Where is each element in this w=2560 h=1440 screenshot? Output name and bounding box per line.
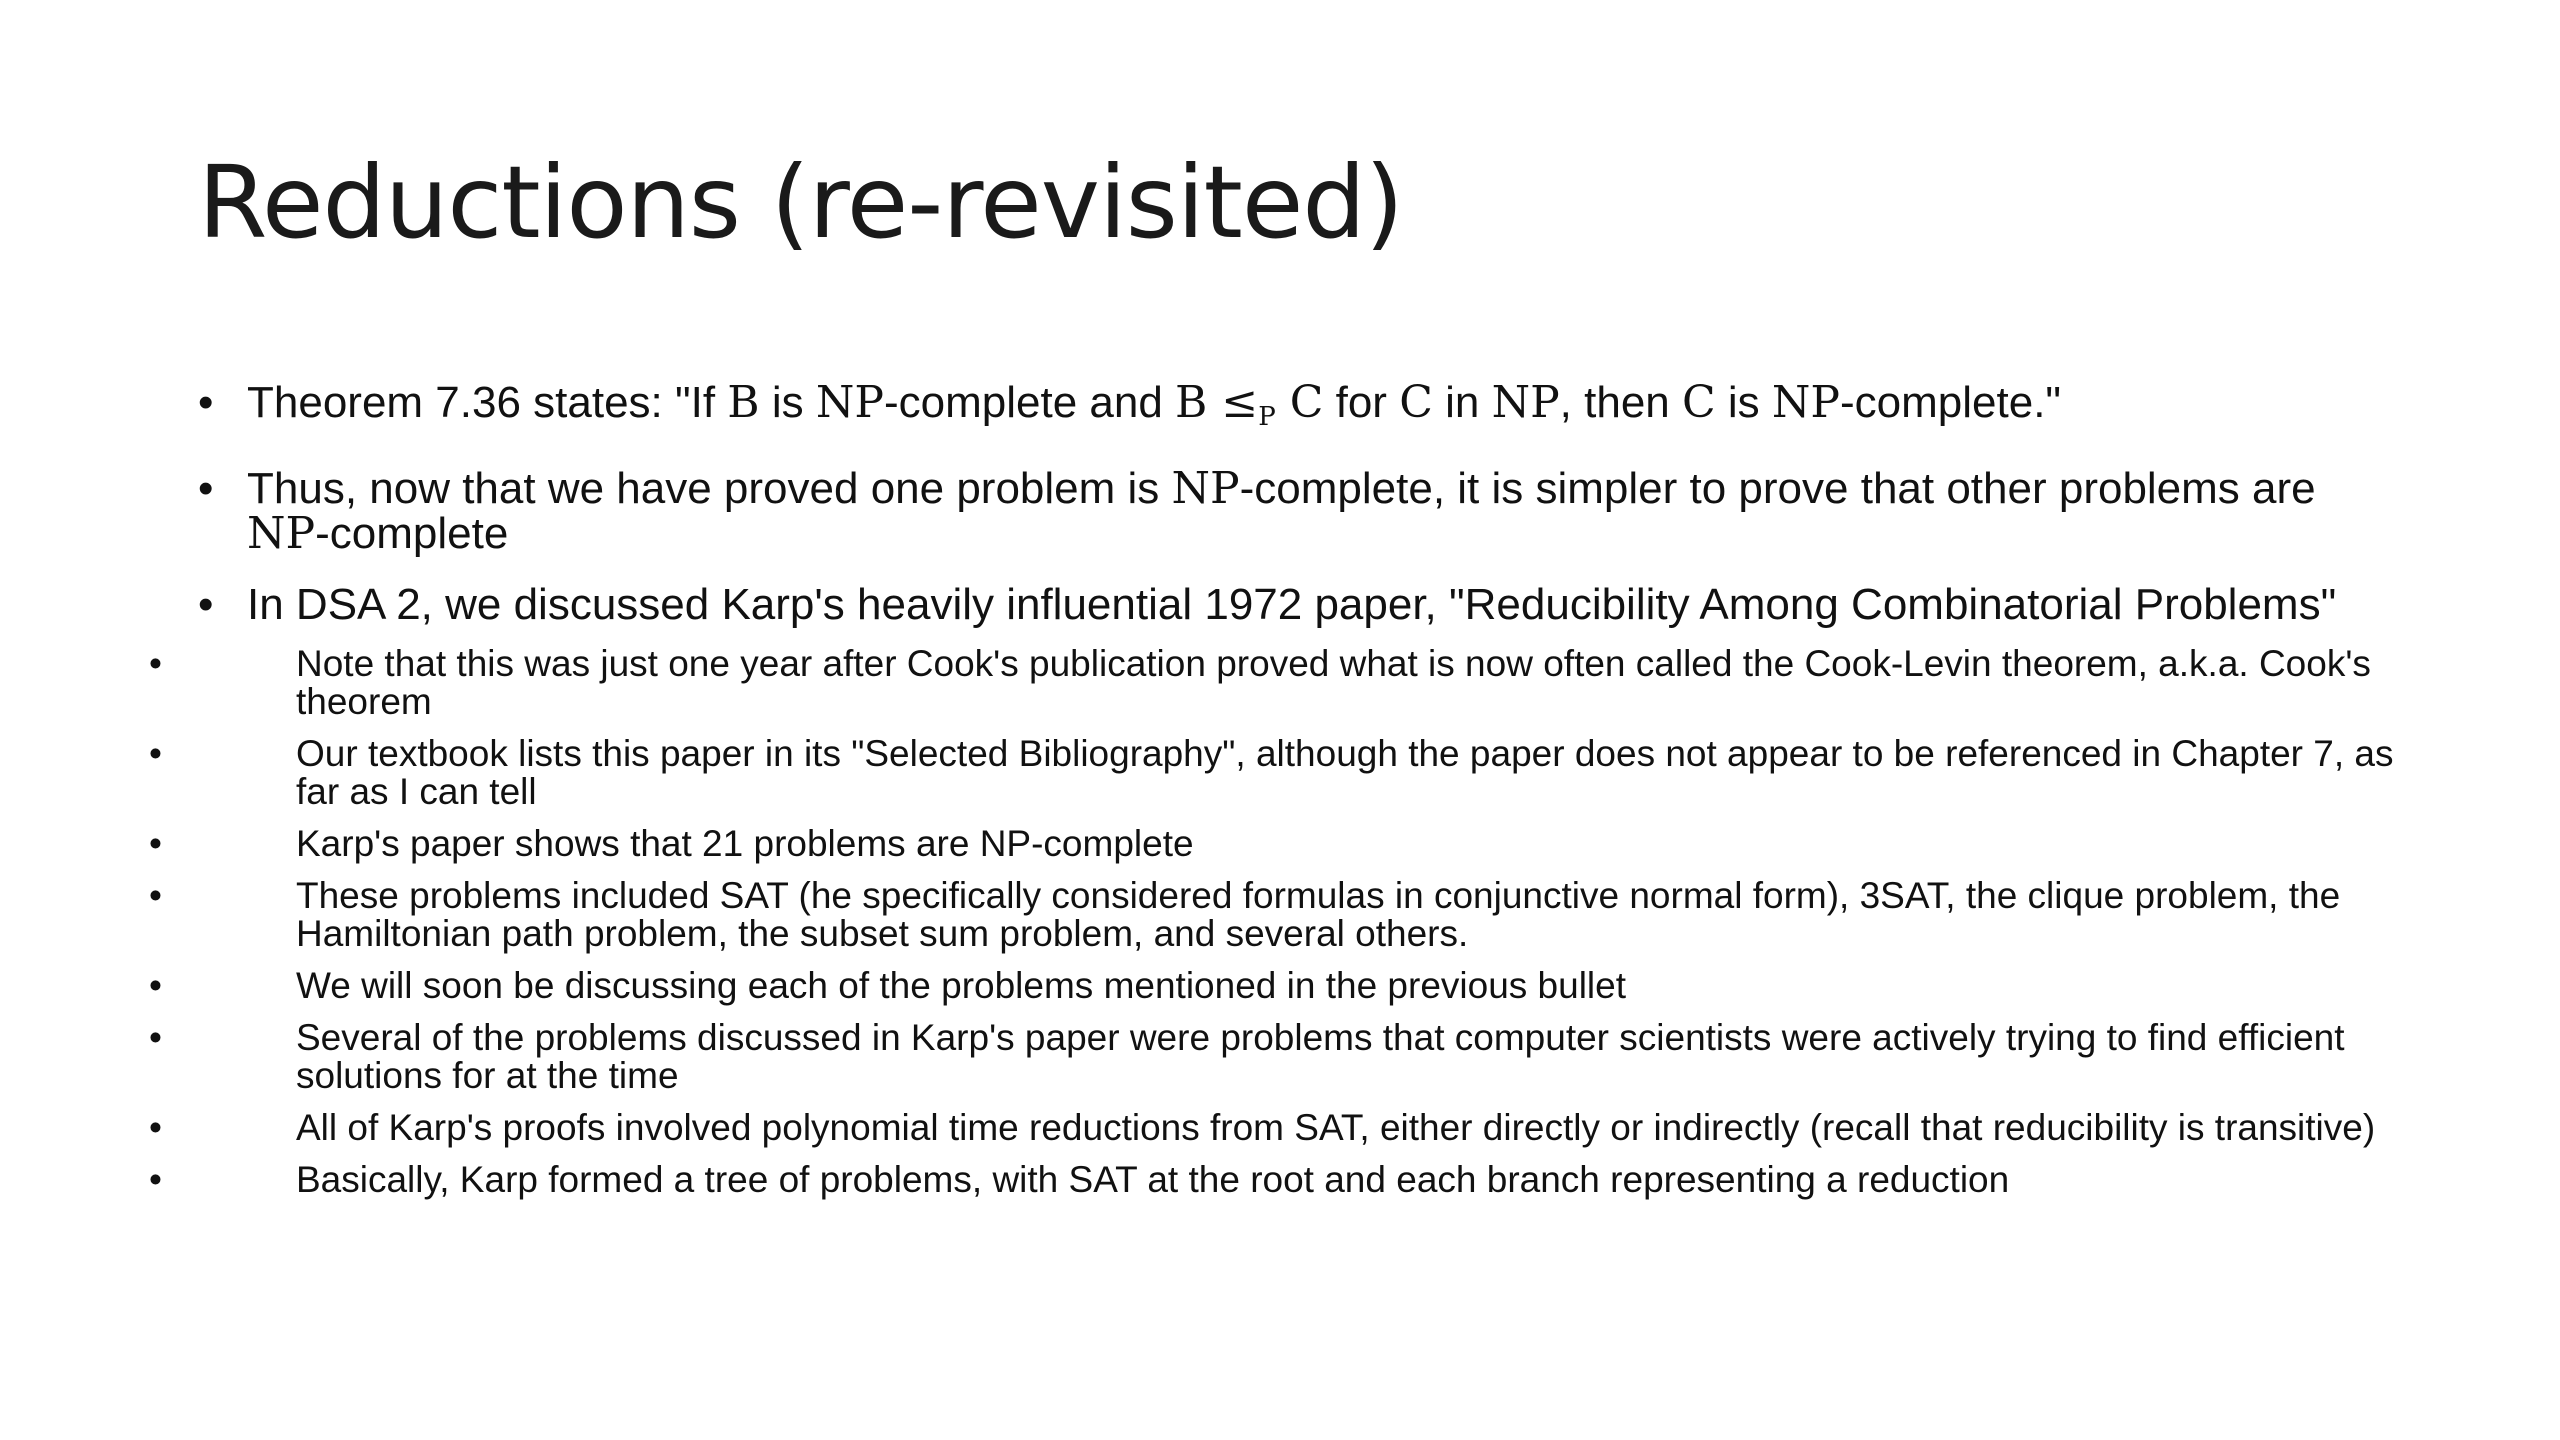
bullet-text bbox=[247, 580, 2336, 629]
sub-bullet-item bbox=[149, 1017, 2416, 1096]
sub-bullet-item bbox=[149, 733, 2416, 812]
bullet-marker: • bbox=[198, 464, 214, 513]
text-run: Thus, now that we have proved one problem is bbox=[247, 464, 1172, 513]
slide-title: Reductions (re-revisited) bbox=[198, 144, 1403, 261]
bullet-item bbox=[198, 582, 2397, 627]
math-symbol: C bbox=[1399, 377, 1433, 428]
math-symbol: C bbox=[1275, 377, 1324, 428]
text-run: -complete." bbox=[1840, 378, 2062, 427]
text-run: -complete, it is simpler to prove that other problems are bbox=[1239, 464, 2316, 513]
math-symbol: B bbox=[727, 377, 760, 428]
sub-bullet-item bbox=[149, 1107, 2416, 1148]
bullet-item bbox=[198, 377, 2397, 440]
sub-bullet-text: Karp's paper shows that 21 problems are NP-complete bbox=[296, 823, 1194, 864]
sub-bullet-text: We will soon be discussing each of the problems mentioned in the previous bullet bbox=[296, 965, 1627, 1006]
sub-bullet-marker: • bbox=[149, 965, 162, 1006]
sub-bullet-marker: • bbox=[149, 1017, 162, 1058]
sub-bullet-item bbox=[149, 875, 2416, 954]
bullet-text bbox=[247, 377, 2062, 432]
sub-bullet-text: These problems included SAT (he specifically considered formulas in conjunctive normal form), 3SAT, the clique problem, the Hamiltonian path problem, the subset sum problem, and several others. bbox=[296, 875, 2341, 954]
sub-bullet-text: All of Karp's proofs involved polynomial time reductions from SAT, either directly or indirectly (recall that reducibility is transitive) bbox=[296, 1107, 2376, 1148]
math-symbol: NP bbox=[1171, 463, 1240, 514]
text-run: In DSA 2, we discussed Karp's heavily influential 1972 paper, "Reducibility Among Combinatorial Problems" bbox=[247, 580, 2337, 629]
text-run: -complete bbox=[315, 509, 509, 558]
bullet-marker: • bbox=[198, 378, 214, 427]
sub-bullet-item bbox=[149, 643, 2416, 722]
text-run: is bbox=[1715, 378, 1772, 427]
sub-bullet-list bbox=[149, 643, 2398, 1200]
sub-bullet-marker: • bbox=[149, 823, 162, 864]
slide-body bbox=[149, 377, 2398, 1213]
sub-bullet-text: Several of the problems discussed in Karp's paper were problems that computer scientists were actively trying to find efficient solutions for at the time bbox=[296, 1017, 2345, 1096]
bullet-item bbox=[198, 463, 2397, 559]
math-symbol: NP bbox=[1491, 377, 1560, 428]
math-symbol: NP bbox=[1771, 377, 1840, 428]
sub-bullet-marker: • bbox=[149, 875, 162, 916]
bullet-marker: • bbox=[198, 580, 214, 629]
math-symbol: B ≤ bbox=[1175, 377, 1259, 428]
math-symbol: NP bbox=[247, 508, 316, 559]
sub-bullet-marker: • bbox=[149, 1107, 162, 1148]
bullet-text bbox=[247, 464, 2316, 558]
sub-bullet-item bbox=[149, 1159, 2416, 1200]
text-run: -complete and bbox=[883, 378, 1176, 427]
text-run: in bbox=[1432, 378, 1492, 427]
sub-bullet-marker: • bbox=[149, 733, 162, 774]
sub-bullet-item bbox=[149, 965, 2416, 1006]
math-symbol: P bbox=[1258, 402, 1276, 432]
sub-bullet-marker: • bbox=[149, 643, 162, 684]
sub-bullet-text: Basically, Karp formed a tree of problems, with SAT at the root and each branch representing a reduction bbox=[296, 1159, 2010, 1200]
math-symbol: C bbox=[1681, 377, 1716, 428]
text-run: is bbox=[759, 378, 816, 427]
text-run: Theorem 7.36 states: "If bbox=[247, 378, 728, 427]
sub-bullet-marker: • bbox=[149, 1159, 162, 1200]
text-run: for bbox=[1323, 378, 1400, 427]
text-run: , then bbox=[1559, 378, 1682, 427]
math-symbol: NP bbox=[815, 377, 884, 428]
sub-bullet-text: Our textbook lists this paper in its "Selected Bibliography", although the paper does not appear to be referenced in Chapter 7, as far as I can tell bbox=[296, 733, 2394, 812]
sub-bullet-item bbox=[149, 823, 2416, 864]
sub-bullet-text: Note that this was just one year after Cook's publication proved what is now often called the Cook-Levin theorem, a.k.a. Cook's theorem bbox=[296, 643, 2371, 722]
